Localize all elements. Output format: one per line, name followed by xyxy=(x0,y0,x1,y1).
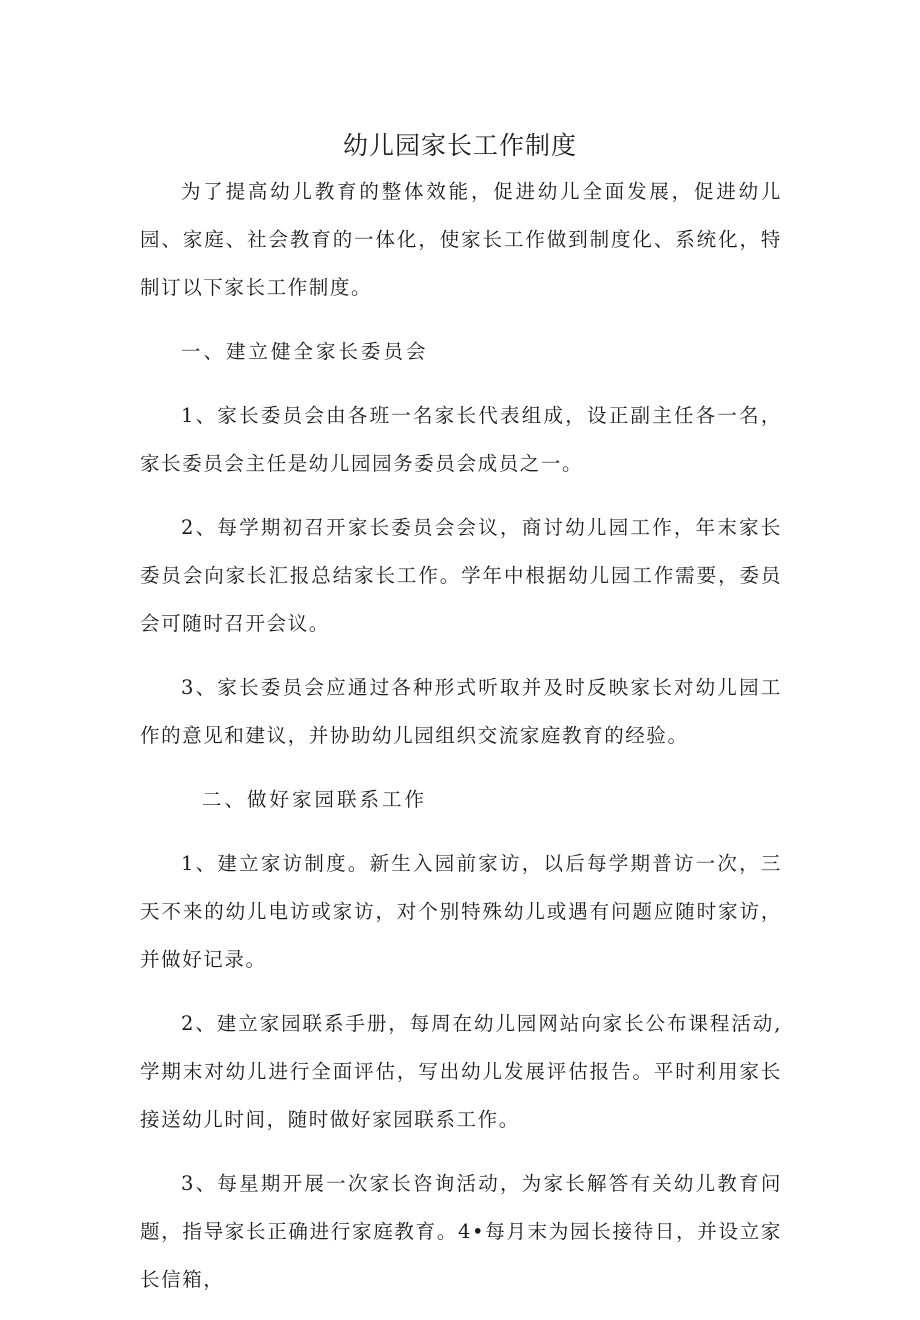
section-2-item-1: 1、建立家访制度。新生入园前家访，以后每学期普访一次，三天不来的幼儿电访或家访，对个别特殊幼儿或遇有问题应随时家访，并做好记录。 xyxy=(140,852,782,971)
section-heading-2: 二、做好家园联系工作 xyxy=(202,788,428,811)
section-2-item-3: 3、每星期开展一次家长咨询活动，为家长解答有关幼儿教育问题，指导家长正确进行家庭教育。4•每月末为园长接待日，并设立家长信箱， xyxy=(140,1172,782,1291)
section-2-item-2: 2、建立家园联系手册，每周在幼儿园网站向家长公布课程活动,学期末对幼儿进行全面评估，写出幼儿发展评估报告。平时利用家长接送幼儿时间，随时做好家园联系工作。 xyxy=(140,1012,782,1131)
section-1-item-1: 1、家长委员会由各班一名家长代表组成，设正副主任各一名，家长委员会主任是幼儿园园务委员会成员之一。 xyxy=(140,404,782,475)
document-title: 幼儿园家长工作制度 xyxy=(342,131,577,160)
section-1-item-2: 2、每学期初召开家长委员会会议，商讨幼儿园工作，年末家长委员会向家长汇报总结家长工作。学年中根据幼儿园工作需要，委员会可随时召开会议。 xyxy=(140,516,782,635)
document-body xyxy=(140,168,782,1320)
section-heading-1: 一、建立健全家长委员会 xyxy=(181,340,429,363)
section-1-item-3: 3、家长委员会应通过各种形式听取并及时反映家长对幼儿园工作的意见和建议，并协助幼儿园组织交流家庭教育的经验。 xyxy=(140,676,782,747)
intro-paragraph: 为了提高幼儿教育的整体效能，促进幼儿全面发展，促进幼儿园、家庭、社会教育的一体化，使家长工作做到制度化、系统化，特制订以下家长工作制度。 xyxy=(140,180,782,299)
